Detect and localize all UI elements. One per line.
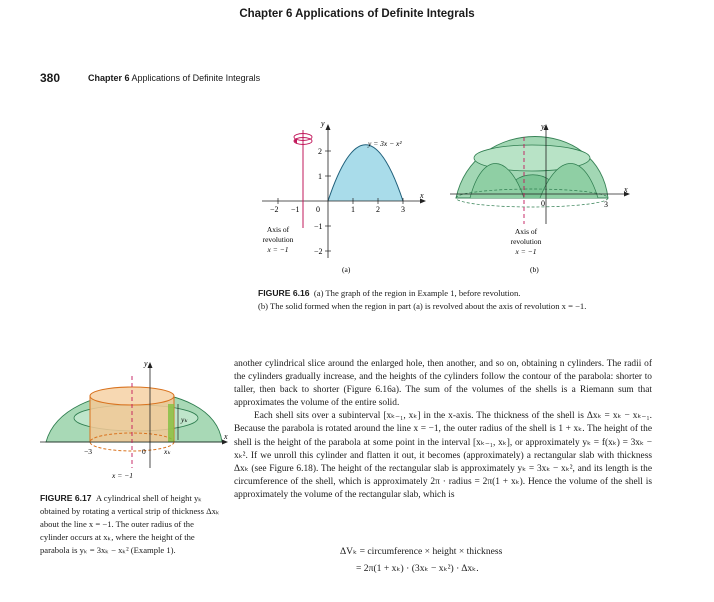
cylindrical-shell-top [90, 387, 174, 405]
equation-line: ΔVₖ = circumference × height × thickness [340, 546, 503, 557]
running-head-chapter: Chapter 6 [88, 73, 130, 83]
panel-label: (b) [530, 265, 539, 274]
axis-of-revolution-label: revolution [510, 237, 542, 246]
axis-of-revolution-label: revolution [262, 235, 294, 244]
figure-label: FIGURE 6.16 [258, 288, 310, 298]
y-axis-label: y [144, 359, 148, 368]
y-tick-label: −1 [314, 222, 323, 231]
origin-label: 0 [142, 447, 146, 456]
axis-of-revolution-label: Axis of [514, 227, 538, 236]
figure-6-16a [250, 108, 450, 278]
x-tick-label: 1 [351, 205, 355, 214]
x-tick-label: −3 [84, 447, 92, 456]
figure-6-16-caption [258, 287, 658, 313]
axis-of-revolution-label: Axis of [266, 225, 290, 234]
caption-text: A cylindrical shell of height yₖ obtained by rotating a vertical strip of thickness Δxₖ about the line x = −1. The outer radius of the cylinder occurs at xₖ, where the height of the parabola is yₖ = 3xₖ − xₖ² (Example 1). [40, 493, 220, 555]
figure-6-17 [38, 356, 234, 486]
y-tick-label: 1 [318, 172, 322, 181]
x-tick-label: −2 [270, 205, 279, 214]
x-tick-label: −1 [291, 205, 300, 214]
y-tick-label: −2 [314, 247, 323, 256]
y-tick-label: 2 [318, 147, 322, 156]
curve-label: y = 3x − x² [368, 139, 402, 148]
figure-6-16b [448, 112, 638, 276]
panel-label: (a) [342, 265, 351, 274]
y-axis-arrow [326, 124, 331, 130]
x-tick-label: 3 [604, 200, 608, 209]
paragraph: another cylindrical slice around the enlarged hole, then another, and so on, obtaining n cylinders. The radii of the cylinders gradually increase, and the heights of the cylinders follow the contour of the parabola: shorter to taller, then back to shorter (Figure 6.16a). The sum of the volumes of the shells is a Riemann sum that approximates the volume of the entire solid. [234, 359, 652, 409]
y-axis-label: y [541, 122, 545, 131]
x-tick-label: 0 [316, 205, 320, 214]
figure-label: FIGURE 6.17 [40, 493, 92, 503]
vertical-strip [168, 404, 174, 442]
x-axis-label: x [224, 432, 228, 441]
x-axis-label: x [624, 185, 628, 194]
caption-part-a: (a) The graph of the region in Example 1, before revolution. [313, 288, 521, 298]
x-axis-label: x [420, 191, 424, 200]
y-axis-label: y [321, 119, 325, 128]
axis-of-revolution-label: x = −1 [515, 247, 537, 256]
page-number: 380 [40, 71, 61, 85]
origin-label: 0 [541, 199, 545, 208]
document-title: Chapter 6 Applications of Definite Integrals [239, 8, 475, 20]
caption-part-b: (b) The solid formed when the region in part (a) is revolved about the axis of revolution x = −1. [258, 301, 587, 311]
running-head [88, 73, 260, 83]
axis-of-revolution-label: x = −1 [112, 471, 133, 480]
body-text [234, 358, 652, 502]
height-label: yₖ [181, 415, 188, 424]
equation-line: = 2π(1 + xₖ) · (3xₖ − xₖ²) · Δxₖ. [356, 563, 479, 574]
figure-6-17-caption [40, 492, 220, 557]
x-tick-label: 3 [401, 205, 405, 214]
running-head-title: Applications of Definite Integrals [131, 73, 261, 83]
axis-of-revolution-label: x = −1 [267, 245, 289, 254]
paragraph: Each shell sits over a subinterval [xₖ₋₁, xₖ] in the x-axis. The thickness of the shell is Δxₖ = xₖ − xₖ₋₁. Because the parabola is rotated around the line x = −1, the outer radius of the shell is 1 + xₖ. The height of the shell is the height of the parabola at some point in the interval [xₖ₋₁, xₖ], or approximately yₖ = f(xₖ) = 3xₖ − xₖ². If we unroll this cylinder and flatten it out, it becomes (approximately) a rectangular slab with thickness Δxₖ (see Figure 6.18). The height of the rectangular slab is approximately yₖ = 3xₖ − xₖ², and its length is the circumference of the shell, which is approximately 2π · radius = 2π(1 + xₖ). Hence the volume of the shell is approximately the volume of the rectangular slab, which is [234, 411, 652, 500]
xk-label: xₖ [164, 447, 171, 456]
y-axis-arrow [148, 362, 153, 368]
x-tick-label: 2 [376, 205, 380, 214]
